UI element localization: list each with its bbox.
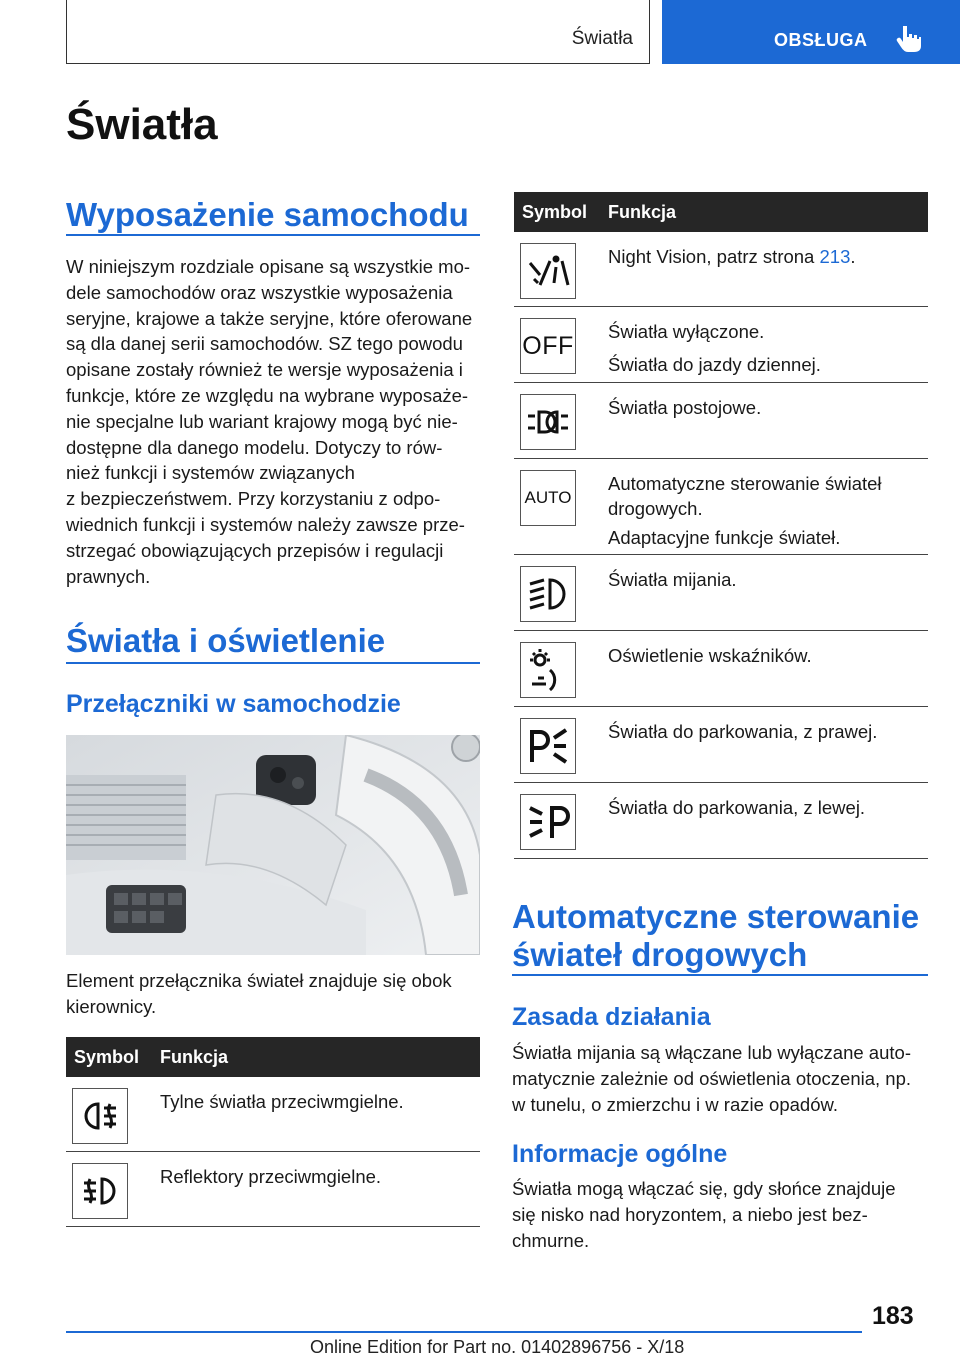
heading-rule [66, 234, 480, 236]
header-chapter-label: OBSŁUGA [774, 30, 868, 50]
function-text: Tylne światła przeciwmgielne. [160, 1091, 404, 1112]
footer-rule [66, 1331, 862, 1333]
principle-paragraph: Światła mijania są włączane lub wyłączane auto‐ matycznie zależnie od oświetlenia otoczenia, np. w tunelu, o zmierzchu i w razie opadów. [512, 1042, 912, 1115]
instrument-lighting-icon [520, 642, 576, 698]
footer-edition: Online Edition for Part no. 01402896756 - X/18 [310, 1337, 685, 1357]
switch-caption: Element przełącznika świateł znajduje się obok kierownicy. [66, 970, 452, 1017]
table-row [514, 459, 928, 555]
front-fog-light-icon [72, 1163, 128, 1219]
table-row [514, 707, 928, 783]
function-text: Oświetlenie wskaźników. [608, 645, 812, 666]
table-row [514, 232, 928, 307]
lights-off-icon: OFF [520, 318, 576, 374]
equipment-paragraph: W niniejszym rozdziale opisane są wszystkie mo‐ dele samochodów oraz wszystkie wyposażenia seryjne, krajowe a także seryjne, które oferowane są dla danej serii samochodów. SZ tego powodu opisane zostały również te wersje wyposażenia i funkcje, które ze względu na wybrane wyposaże‐ nie specjalne lub wariant krajowy mogą być nie‐ dostępne dla danego modelu. Dotyczy to rów‐ nież funkcji i systemów związanych z bezpieczeństwem. Przy korzystaniu z odpo‐ wiednich funkcji i systemów należy zawsze prze‐ strzegać obowiązujących przepisów i regulacji prawnych. [66, 256, 473, 587]
page-link-213[interactable]: 213 [819, 246, 851, 267]
header-section-title: Światła [571, 28, 633, 49]
table-row [66, 1077, 480, 1152]
rear-fog-light-icon [72, 1088, 128, 1144]
table-row [66, 1152, 480, 1227]
heading-rule [512, 974, 928, 976]
function-text: Night Vision, patrz strona 213. [608, 246, 856, 267]
table-row [514, 307, 928, 383]
header-function: Funkcja [160, 1047, 229, 1067]
function-text: Światła wyłączone. Światła do jazdy dziennej. [608, 321, 821, 375]
table-header [514, 192, 928, 232]
function-text: Automatyczne sterowanie świateł drogowych. Adaptacyjne funkcje świateł. [608, 473, 882, 548]
parking-light-left-icon [520, 794, 576, 850]
low-beam-icon [520, 566, 576, 622]
heading-auto-lights: Automatyczne sterowanie świateł drogowych [512, 898, 920, 973]
header-chapter-tab[interactable] [662, 0, 960, 64]
parking-lights-icon [520, 394, 576, 450]
function-text: Reflektory przeciwmgielne. [160, 1166, 382, 1187]
heading-principle: Zasada działania [512, 1003, 711, 1031]
parking-light-right-icon [520, 718, 576, 774]
heading-switches: Przełączniki w samochodzie [66, 690, 401, 718]
header-section-box [66, 0, 650, 64]
table-header [66, 1037, 480, 1077]
left-symbol-table [66, 1037, 480, 1227]
right-symbol-table [514, 192, 928, 859]
page-number: 183 [872, 1302, 914, 1330]
table-row [514, 631, 928, 707]
table-row [514, 555, 928, 631]
header-symbol: Symbol [522, 202, 588, 222]
function-text: Światła do parkowania, z lewej. [608, 797, 866, 818]
auto-lights-icon: AUTO [520, 470, 576, 526]
function-text: Światła mijania. [608, 569, 737, 590]
heading-lights: Światła i oświetlenie [66, 622, 386, 659]
heading-general: Informacje ogólne [512, 1140, 728, 1168]
page-title: Światła [66, 100, 218, 149]
heading-rule [66, 662, 480, 664]
table-row [514, 383, 928, 459]
pointing-hand-icon [894, 24, 924, 54]
function-text: Światła postojowe. [608, 397, 762, 418]
header-symbol: Symbol [74, 1047, 140, 1067]
heading-equipment: Wyposażenie samochodu [66, 196, 469, 233]
dashboard-switch-photo [66, 735, 480, 955]
header-function: Funkcja [608, 202, 677, 222]
general-paragraph: Światła mogą włączać się, gdy słońce znajduje się nisko nad horyzontem, a niebo jest bez‐ chmurne. [512, 1178, 896, 1251]
function-text: Światła do parkowania, z prawej. [608, 721, 878, 742]
table-row [514, 783, 928, 859]
night-vision-icon [520, 243, 576, 299]
